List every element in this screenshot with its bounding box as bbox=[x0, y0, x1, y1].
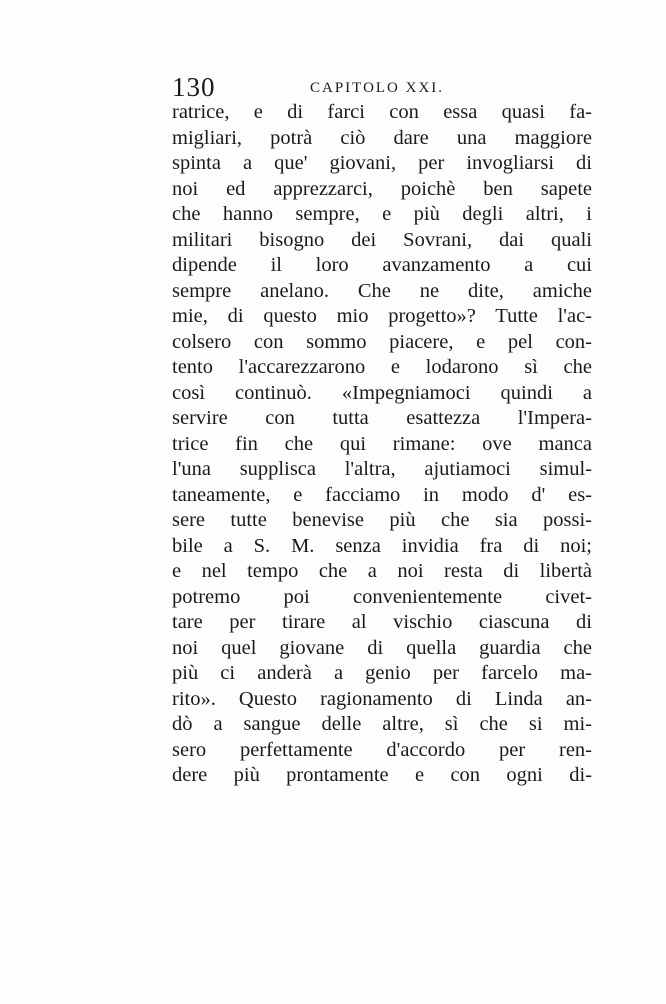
text-line: spinta a que' giovani, per invogliarsi di bbox=[172, 152, 592, 174]
text-line: tento l'accarezzarono e lodarono sì che bbox=[172, 356, 592, 378]
text-line: ratrice, e di farci con essa quasi fa- bbox=[172, 101, 592, 123]
text-line: e nel tempo che a noi resta di libertà bbox=[172, 560, 592, 582]
page-header bbox=[172, 72, 592, 102]
page-number: 130 bbox=[172, 72, 216, 102]
text-line: potremo poi convenientemente civet- bbox=[172, 585, 592, 608]
text-line: militari bisogno dei Sovrani, dai quali bbox=[172, 228, 592, 251]
text-line: che hanno sempre, e più degli altri, i bbox=[172, 203, 592, 225]
text-line: bile a S. M. senza invidia fra di noi; bbox=[172, 534, 592, 557]
text-line: taneamente, e facciamo in modo d' es- bbox=[172, 483, 592, 506]
text-line: rito». Questo ragionamento di Linda an- bbox=[172, 687, 592, 710]
text-line: sere tutte benevise più che sia possi- bbox=[172, 509, 592, 531]
text-line: più ci anderà a genio per farcelo ma- bbox=[172, 662, 592, 684]
text-line: sero perfettamente d'accordo per ren- bbox=[172, 738, 592, 761]
text-line: sempre anelano. Che ne dite, amiche bbox=[172, 279, 592, 302]
text-line: colsero con sommo piacere, e pel con- bbox=[172, 330, 592, 353]
text-line: noi quel giovane di quella guardia che bbox=[172, 636, 592, 659]
body-text bbox=[172, 100, 592, 789]
text-line: dere più prontamente e con ogni di- bbox=[172, 764, 592, 786]
text-line: mie, di questo mio progetto»? Tutte l'ac- bbox=[172, 305, 592, 327]
text-line: noi ed apprezzarci, poichè ben sapete bbox=[172, 177, 592, 200]
text-line: così continuò. «Impegniamoci quindi a bbox=[172, 381, 592, 404]
text-line: l'una supplisca l'altra, ajutiamoci simul- bbox=[172, 458, 592, 480]
text-line: dipende il loro avanzamento a cui bbox=[172, 254, 592, 276]
text-line: dò a sangue delle altre, sì che si mi- bbox=[172, 713, 592, 735]
text-line: servire con tutta esattezza l'Impera- bbox=[172, 407, 592, 429]
text-line: trice fin che qui rimane: ove manca bbox=[172, 432, 592, 455]
chapter-running-head: CAPITOLO XXI. bbox=[310, 80, 445, 96]
text-line: tare per tirare al vischio ciascuna di bbox=[172, 611, 592, 633]
text-line: migliari, potrà ciò dare una maggiore bbox=[172, 126, 592, 149]
